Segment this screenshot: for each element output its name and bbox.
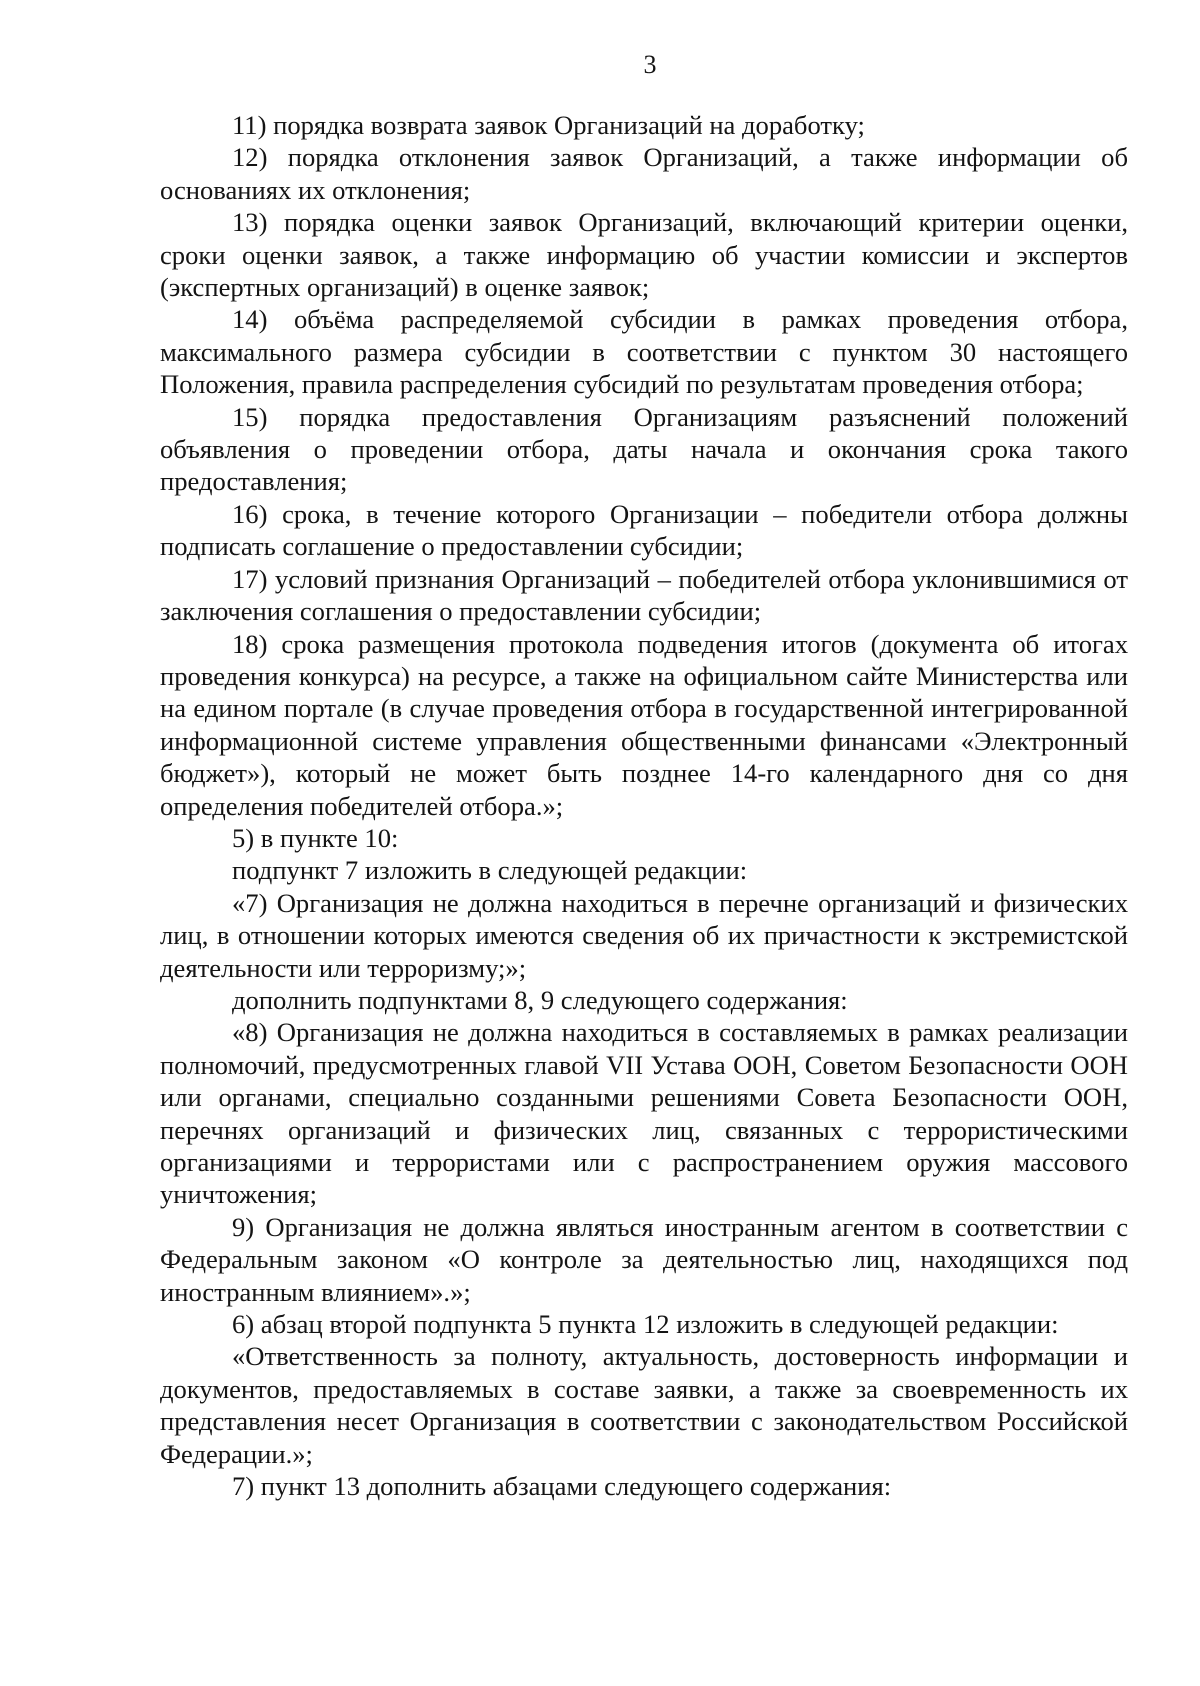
paragraph-amendment-6: 6) абзац второй подпункта 5 пункта 12 изложить в следующей редакции: [232, 1309, 1059, 1340]
paragraph-subitem-7-text: «7) Организация не должна находиться в перечне организаций и физических лиц, в отношении которых имеются сведения об их причастности к экстремистской деятельности или терроризму;»; [160, 887, 1128, 983]
paragraph-subitem-9-text: 9) Организация не должна являться иностранным агентом в соответствии с Федеральным законом «О контроле за деятельностью лиц, находящихся под иностранным влиянием».»; [160, 1211, 1128, 1307]
paragraph-item-16: 16) срока, в течение которого Организации – победители отбора должны подписать соглашение о предоставлении субсидии; [160, 498, 1128, 562]
document-body [160, 109, 1128, 1502]
paragraph-item-12: 12) порядка отклонения заявок Организаций, а также информации об основаниях их отклонения; [160, 142, 1128, 205]
paragraph-amendment-7: 7) пункт 13 дополнить абзацами следующего содержания: [232, 1471, 892, 1502]
paragraph-item-18: 18) срока размещения протокола подведения итогов (документа об итогах проведения конкурса) на ресурсе, а также на официальном сайте Министерства или на едином портале (в случае проведения отбора в государственной интегрированной информационной системе управления общественными финансами «Электронный бюджет»), который не может быть позднее 14-го календарного дня со дня определения победителей отбора.»; [160, 628, 1128, 821]
paragraph-item-17: 17) условий признания Организаций – победителей отбора уклонившимися от заключения соглашения о предоставлении субсидии; [160, 563, 1128, 627]
paragraph-item-14: 14) объёма распределяемой субсидии в рамках проведения отбора, максимального размера субсидии в соответствии с пунктом 30 настоящего Положения, правила распределения субсидий по результатам проведения отбора; [160, 304, 1128, 400]
page-number: 3 [643, 50, 657, 79]
paragraph-responsibility-text: «Ответственность за полноту, актуальность, достоверность информации и документов, предоставляемых в составе заявки, а также за своевременность их представления несет Организация в соответствии с законодательством Российской Федерации.»; [160, 1341, 1128, 1469]
paragraph-subitem-7-heading: подпункт 7 изложить в следующей редакции: [232, 855, 748, 886]
paragraph-subitems-8-9-heading: дополнить подпунктами 8, 9 следующего содержания: [232, 984, 848, 1015]
paragraph-amendment-5: 5) в пункте 10: [232, 822, 399, 853]
paragraph-subitem-8-text: «8) Организация не должна находиться в составляемых в рамках реализации полномочий, предусмотренных главой VII Устава ООН, Советом Безопасности ООН или органами, специально созданными решениями Совета Безопасности ООН, перечнях организаций и физических лиц, связанных с террористическими организациями и террористами или с распространением оружия массового уничтожения; [160, 1017, 1128, 1210]
paragraph-item-11: 11) порядка возврата заявок Организаций на доработку; [232, 110, 865, 140]
paragraph-item-15: 15) порядка предоставления Организациям разъяснений положений объявления о проведении отбора, даты начала и окончания срока такого предоставления; [160, 401, 1128, 497]
paragraph-item-13: 13) порядка оценки заявок Организаций, включающий критерии оценки, сроки оценки заявок, а также информацию об участии комиссии и экспертов (экспертных организаций) в оценке заявок; [160, 207, 1128, 303]
